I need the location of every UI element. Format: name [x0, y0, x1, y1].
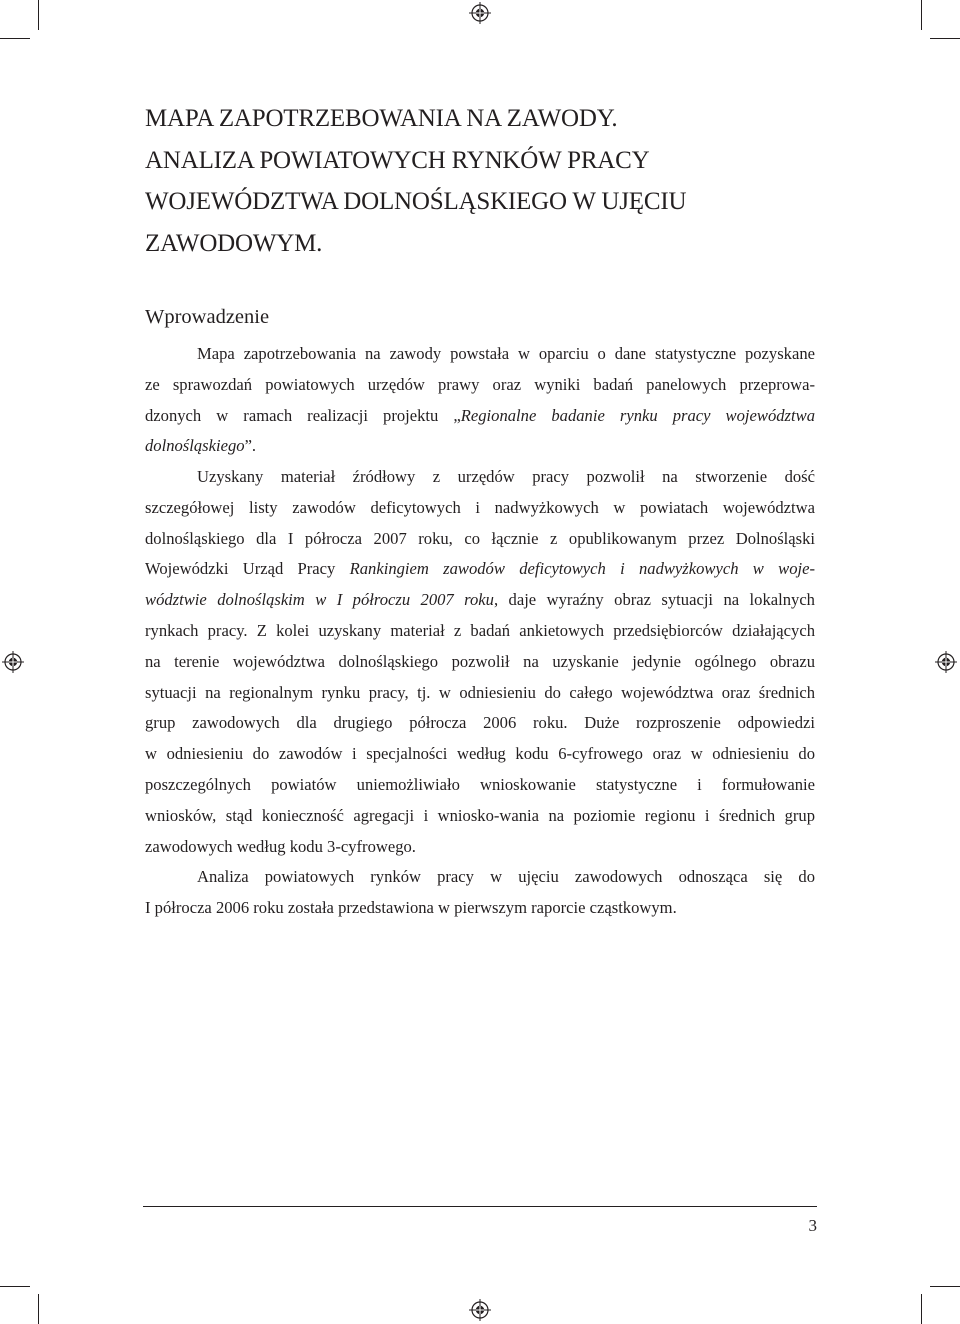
text-line: w odniesieniu do zawodów i specjalności według kodu 6-cyfrowego oraz w odniesieniu do — [145, 744, 815, 764]
text-line: Analiza powiatowych rynków pracy w ujęciu zawodowych odnosząca się do — [197, 867, 815, 886]
title-line: ANALIZA POWIATOWYCH RYNKÓW PRACY — [145, 146, 650, 174]
page-number: 3 — [808, 1216, 817, 1235]
footer-divider — [143, 1206, 817, 1207]
registration-mark-icon — [469, 1299, 491, 1321]
crop-mark-bottom-left-h — [0, 1286, 30, 1287]
text-line: Uzyskany materiał źródłowy z urzędów pracy pozwolił na stworzenie dość — [197, 467, 815, 486]
text-line — [145, 401, 815, 432]
text-line: I półrocza 2006 roku została przedstawiona w pierwszym raporcie cząstkowym. — [145, 897, 677, 917]
crop-mark-top-right-h — [930, 38, 960, 39]
registration-mark-icon — [469, 2, 491, 24]
title-line: ZAWODOWYM. — [145, 229, 323, 257]
registration-mark-icon — [2, 651, 24, 673]
paragraph-2 — [145, 462, 815, 862]
text-line — [145, 431, 815, 462]
text-line: Mapa zapotrzebowania na zawody powstała w oparciu o dane statystyczne pozyskane — [197, 344, 815, 363]
text-line: zawodowych według kodu 3-cyfrowego. — [145, 836, 416, 856]
text-line — [145, 585, 815, 616]
text-line: grup zawodowych dla drugiego półrocza 2006 roku. Duże rozproszenie odpowiedzi — [145, 713, 815, 733]
paragraph-1 — [145, 339, 815, 462]
crop-mark-top-left-v — [38, 0, 39, 30]
title-line: MAPA ZAPOTRZEBOWANIA NA ZAWODY. — [145, 105, 618, 132]
title-line: WOJEWÓDZTWA DOLNOŚLĄSKIEGO W UJĘCIU — [145, 188, 687, 215]
crop-mark-bottom-right-v — [921, 1294, 922, 1324]
registration-mark-icon — [935, 651, 957, 673]
crop-mark-bottom-left-v — [38, 1294, 39, 1324]
ranking-title-italic: Rankingiem zawodów deficytowych i nadwyżkowych w woje- — [349, 559, 815, 579]
paragraph-3 — [145, 862, 815, 924]
crop-mark-top-left-h — [0, 38, 30, 39]
project-title-italic: dolnośląskiego — [145, 436, 245, 456]
text-segment: , daje wyraźny obraz sytuacji na lokalnych — [493, 590, 815, 610]
crop-mark-top-right-v — [921, 0, 922, 30]
text-line: wniosków, stąd konieczność agregacji i wniosko-wania na poziomie regionu i średnich grup — [145, 805, 815, 825]
ranking-title-italic: wództwie dolnośląskim w I półroczu 2007 roku — [145, 590, 494, 610]
text-line: szczegółowej listy zawodów deficytowych i nadwyżkowych w powiatach województwa — [145, 497, 815, 517]
text-segment: dzonych w ramach realizacji projektu „ — [145, 405, 461, 425]
text-line: rynkach pracy. Z kolei uzyskany materiał z badań ankietowych przedsiębiorców działających — [145, 620, 815, 640]
text-line: na terenie województwa dolnośląskiego pozwolił na uzyskanie jedynie ogólnego obrazu — [145, 651, 815, 671]
text-line: sytuacji na regionalnym rynku pracy, tj. w odniesieniu do całego województwa oraz średnich — [145, 682, 815, 702]
text-segment: Wojewódzki Urząd Pracy — [145, 559, 350, 579]
text-line — [145, 554, 815, 585]
project-title-italic: Regionalne badanie rynku pracy województwa — [460, 405, 815, 425]
text-line: ze sprawozdań powiatowych urzędów prawy oraz wyniki badań panelowych przeprowa- — [145, 374, 815, 394]
crop-mark-bottom-right-h — [930, 1286, 960, 1287]
text-line: dolnośląskiego dla I półrocza 2007 roku, co łącznie z opublikowanym przez Dolnośląski — [145, 528, 815, 548]
section-heading: Wprowadzenie — [145, 306, 270, 328]
text-segment: ”. — [244, 436, 257, 456]
text-line: poszczególnych powiatów uniemożliwiało wnioskowanie statystyczne i formułowanie — [145, 774, 815, 794]
document-title — [145, 98, 835, 264]
